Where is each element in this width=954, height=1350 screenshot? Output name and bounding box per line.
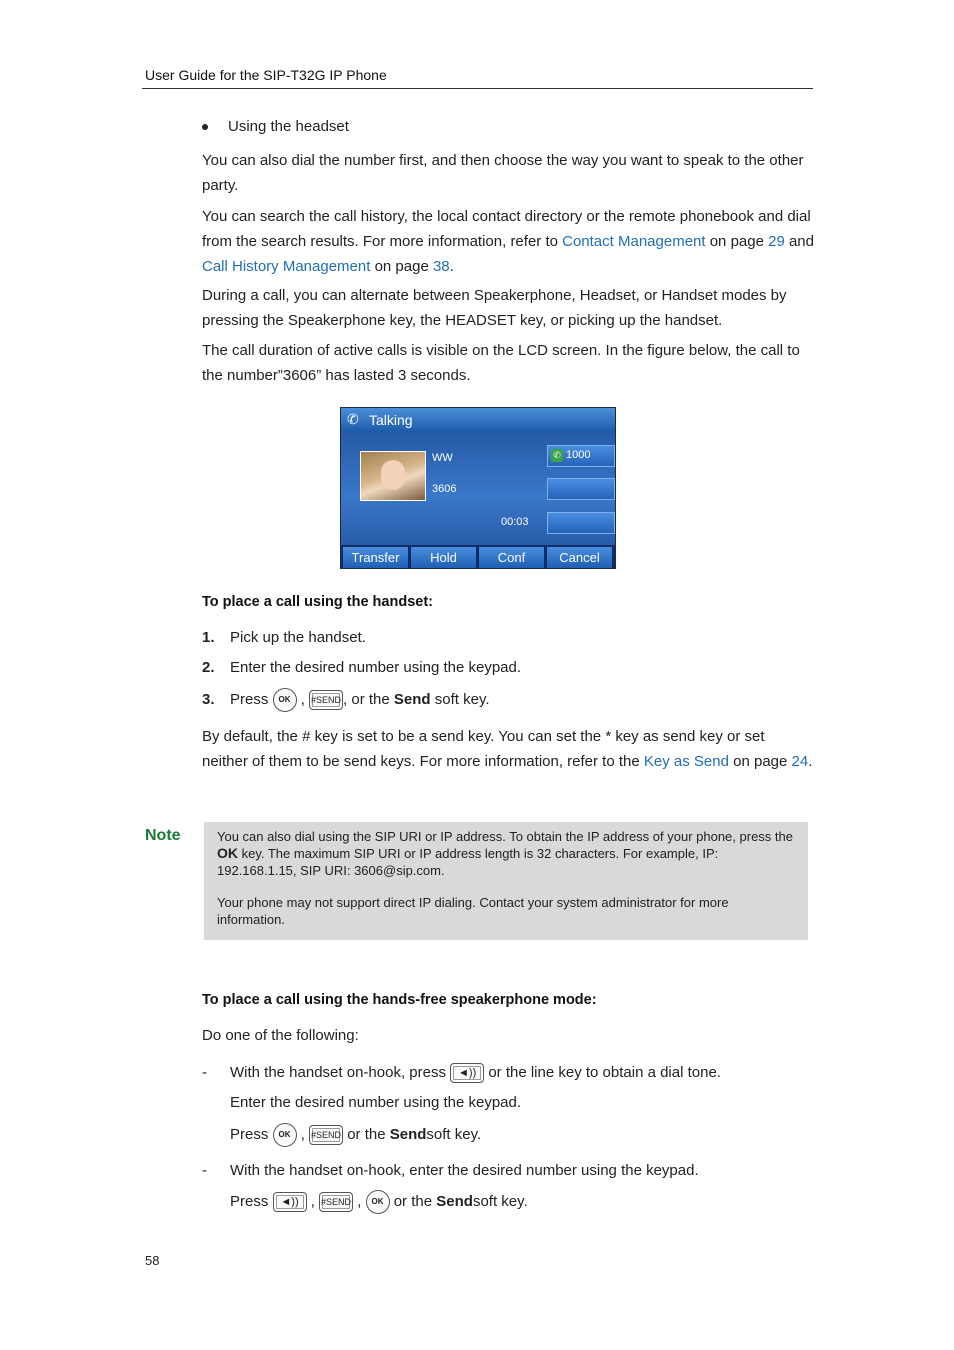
dash: - — [202, 1162, 207, 1179]
link-page-24[interactable]: 24 — [791, 753, 809, 770]
bullet-dot — [202, 124, 208, 130]
text: Press — [230, 1125, 269, 1143]
step-text: , or the — [343, 690, 390, 708]
send-softkey-name: Send — [393, 690, 431, 708]
line-key-label: 1000 — [566, 449, 591, 461]
line-key-3[interactable] — [547, 512, 615, 534]
option-text: With the handset on-hook, enter the desired number using the keypad. — [230, 1162, 699, 1179]
speakerphone-key-icon: ◄)) — [273, 1192, 307, 1212]
text: . — [449, 258, 454, 275]
comma: , — [357, 1192, 362, 1210]
option-1-line-3 — [230, 1123, 481, 1147]
text: . — [808, 753, 813, 770]
ok-key-icon: OK — [273, 1123, 297, 1147]
option-text: With the handset on-hook, press — [230, 1063, 446, 1081]
phone-lcd-screen — [340, 407, 616, 569]
caller-photo — [360, 451, 426, 501]
hash-send-key-icon: #SEND — [319, 1192, 353, 1212]
paragraph-dial-first: You can also dial the number first, and then choose the way you want to speak to the other party. — [202, 152, 804, 194]
intro-text: Do one of the following: — [202, 1027, 359, 1044]
step-text: Enter the desired number using the keypad. — [230, 659, 522, 676]
text: You can search the call history, the local contact directory or the remote phonebook and dial from the search results. For more information, refer to — [202, 208, 811, 250]
text: soft key. — [426, 1125, 482, 1143]
ok-key-icon: OK — [366, 1190, 390, 1214]
page-number: 58 — [145, 1253, 160, 1268]
line-key-2[interactable] — [547, 478, 615, 500]
step-text: Pick up the handset. — [230, 629, 366, 646]
bullet-text: Using the headset — [228, 118, 349, 135]
text: By default, the # key is set to be a send key. You can set the * key as send key or set neither of them to be send keys. For more information, refer to the — [202, 728, 765, 770]
comma: , — [300, 690, 305, 708]
line-key-1[interactable] — [547, 445, 615, 467]
link-page-29[interactable]: 29 — [768, 233, 785, 250]
step-text: Press — [230, 690, 269, 708]
step-1 — [202, 629, 366, 646]
ok-key-name: OK — [217, 845, 238, 861]
link-key-as-send[interactable]: Key as Send — [643, 753, 729, 770]
note-paragraph-2: Your phone may not support direct IP dialing. Contact your system administrator for more information. — [217, 895, 729, 927]
softkey-transfer[interactable]: Transfer — [343, 547, 408, 568]
link-call-history-management[interactable]: Call History Management — [202, 258, 371, 275]
dash: - — [202, 1063, 207, 1081]
step-number: 3. — [202, 690, 215, 708]
paragraph-search — [202, 204, 814, 279]
caller-number: 3606 — [432, 483, 457, 495]
text: soft key. — [472, 1192, 528, 1210]
send-softkey-name: Send — [389, 1125, 427, 1143]
hash-send-key-icon: #SEND — [309, 1125, 343, 1145]
ok-key-icon: OK — [273, 688, 297, 712]
option-2-line-2 — [230, 1190, 528, 1214]
text: on page — [705, 233, 769, 250]
comma: , — [310, 1192, 315, 1210]
header-rule — [142, 88, 813, 89]
text: on page — [370, 258, 433, 275]
step-number: 1. — [202, 629, 215, 646]
paragraph-alternate-modes: During a call, you can alternate between Speakerphone, Headset, or Handset modes by pressing the Speakerphone key, the HEADSET key, or picking up the handset. — [202, 287, 787, 329]
step-2 — [202, 659, 521, 676]
softkey-conf[interactable]: Conf — [479, 547, 544, 568]
text: and — [784, 233, 814, 250]
face-shape — [381, 460, 405, 490]
option-text: or the line key to obtain a dial tone. — [488, 1063, 721, 1081]
hash-send-key-icon: #SEND — [309, 690, 343, 710]
note-paragraph-1 — [217, 828, 797, 879]
step-text: soft key. — [434, 690, 490, 708]
step-3 — [202, 688, 490, 712]
softkey-cancel[interactable]: Cancel — [547, 547, 612, 568]
caller-name: WW — [432, 452, 453, 464]
text: or the — [347, 1125, 386, 1143]
paragraph-call-duration: The call duration of active calls is visible on the LCD screen. In the figure below, the call to the number”3606” has lasted 3 seconds. — [202, 342, 800, 384]
text: You can also dial using the SIP URI or IP address. To obtain the IP address of your phone, press the — [217, 829, 793, 844]
link-contact-management[interactable]: Contact Management — [562, 233, 706, 250]
step-number: 2. — [202, 659, 215, 676]
text: on page — [728, 753, 792, 770]
softkey-hold[interactable]: Hold — [411, 547, 476, 568]
heading-handset: To place a call using the handset: — [202, 594, 433, 610]
send-softkey-name: Send — [436, 1192, 473, 1210]
paragraph-send-key — [202, 724, 814, 774]
text: Press — [230, 1192, 269, 1210]
option-1-line-2: Enter the desired number using the keypad. — [230, 1094, 522, 1111]
screen-title: Talking — [369, 412, 413, 428]
link-page-38[interactable]: 38 — [432, 258, 450, 275]
speakerphone-key-icon: ◄)) — [450, 1063, 484, 1083]
line-phone-icon: ✆ — [551, 449, 563, 462]
option-2 — [202, 1162, 699, 1179]
heading-speakerphone: To place a call using the hands-free speakerphone mode: — [202, 992, 597, 1008]
running-header: User Guide for the SIP-T32G IP Phone — [145, 67, 387, 83]
text: or the — [393, 1192, 433, 1210]
comma: , — [300, 1125, 305, 1143]
call-duration: 00:03 — [501, 516, 529, 528]
handset-icon: ✆ — [347, 411, 359, 427]
text: key. The maximum SIP URI or IP address length is 32 characters. For example, IP: 192.168.1.15, SIP URI: 3606@sip.com. — [217, 846, 719, 878]
note-label: Note — [145, 827, 181, 844]
option-1 — [202, 1063, 721, 1083]
bullet-item — [202, 118, 349, 135]
